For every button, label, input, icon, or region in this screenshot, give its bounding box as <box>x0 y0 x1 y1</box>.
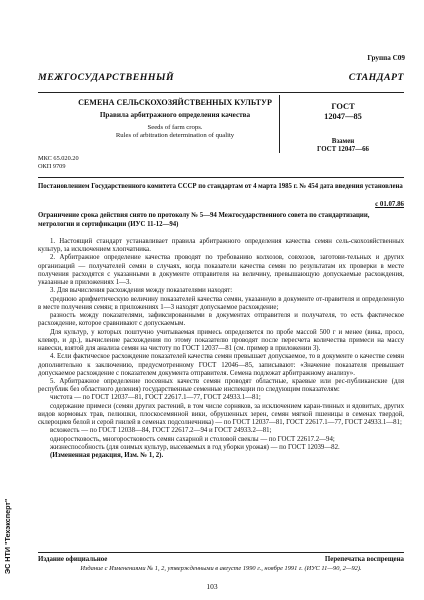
paragraph: 2. Арбитражное определение качества проводят по требованию колхозов, совхозов, заготови-тельных и других организаций — получателей семян в случаях, когда показатели качества семян по результатам их проверки в месте получения расходятся с указанными в документе отправителя на величину, превышающую допускаемые расхождения, указанные в приложениях 1—3. <box>38 254 404 287</box>
reprint-prohibited-label: Перепечатка воспрещена <box>324 556 404 563</box>
top-rule <box>38 92 404 93</box>
replaces-label: Взамен <box>331 138 355 146</box>
subtitle-ru: Правила арбитражного определения качества <box>99 111 251 120</box>
footer-rule <box>38 552 404 553</box>
title-en-line1: Seeds of farm crops. <box>147 124 203 132</box>
limitation-note: Ограничение срока действия снято по протоколу № 5—94 Межгосударственного совета по стандартизации, метрологии и сертификации (ИУС 11-12—94) <box>38 212 370 228</box>
amendment-note: (Измененная редакция, Изм. № 1, 2). <box>50 452 164 460</box>
standard-number: 12047—85 <box>324 112 362 122</box>
standard-banner: МЕЖГОСУДАРСТВЕННЫЙ СТАНДАРТ <box>38 72 404 83</box>
group-code: Группа С09 <box>367 54 405 62</box>
standard-block <box>282 102 404 155</box>
paragraph: 1. Настоящий стандарт устанавливает правила арбитражного определения качества семян сель-скохозяйственных культур, за исключением хлопчатника. <box>38 238 404 254</box>
paragraph: жизнеспособность (для озимых культур, высеваемых в год уборки урожая) — по ГОСТ 12039—82. <box>50 443 340 451</box>
paragraph: 4. Если фактическое расхождение показателей качества семян превышает допускаемое, то в документе о качестве семян дополнительно к заключению, предусмотренному ГОСТ 12046—85, записывают: «Значение показателя превышает допускаемое расхождение с показателем документа отправителя. Семена подлежат арбитражному анализу». <box>38 353 404 377</box>
edition-note: Издание с Изменениями № 1, 2, утвержденными в августе 1990 г., ноябре 1991 г. (ИУС 11—90, 2—92). <box>80 565 362 572</box>
paragraph: чистота — по ГОСТ 12037—81, ГОСТ 22617.1—77, ГОСТ 24933.1—81; <box>50 394 261 402</box>
okp-code: ОКП 9709 <box>38 163 66 171</box>
mks-code: МКС 65.020.20 <box>38 155 79 162</box>
standard-label: ГОСТ <box>331 102 355 111</box>
paragraph: 3. Для вычисления расхождения между показателями находят: <box>50 287 233 295</box>
title-en-line2: Rules of arbitration determination of quality <box>115 132 235 140</box>
paragraph: среднюю арифметическую величину показателей качества семян, указанную в документе от-правителя и определенную в месте получения семян; в приложениях 1—3 находят допускаемое расхождение; <box>38 295 404 311</box>
paragraph: 5. Арбитражное определение посевных качеств семян проводят областные, краевые или рес-публиканские (для республик без областного деления) государственные семенные инспекции по следующим показателям: <box>38 377 404 394</box>
page-number: 103 <box>206 582 218 591</box>
title-ru: СЕМЕНА СЕЛЬСКОХОЗЯЙСТВЕННЫХ КУЛЬТУР <box>78 98 272 107</box>
decree-text: Постановлением Государственного комитета СССР по стандартам от 4 марта 1985 г. № 454 дата введения установлена <box>38 183 403 190</box>
title-divider <box>279 95 280 153</box>
title-block <box>70 98 280 141</box>
side-stamp: ЭС НТИ "Техэксперт" <box>3 498 12 574</box>
replaces-standard: ГОСТ 12047—66 <box>317 146 369 154</box>
paragraph: одноростковость, многоростковость семян сахарной и столовой свеклы — по ГОСТ 22617.2—94; <box>50 435 335 443</box>
footer-row <box>38 556 404 563</box>
paragraph: разность между показателями, зафиксированными в документах отправителя и получателя, то есть фактическое расхождение, которое сравнивают с допускаемым. <box>38 312 404 328</box>
mid-rule <box>38 177 404 178</box>
effective-date: с 01.07.86 <box>375 201 404 208</box>
paragraph: Для культур, у которых поштучно учитываемая примесь определяется по пробе массой 500 г и менее (вика, просо, клевер, и др.), вычисление расхождения по этому показателю проводят после пересчета количества примеси на массу навески, взятой для анализа семян на чистоту по ГОСТ 12037—81 (см. пример в приложении 3). <box>38 328 404 353</box>
main-body <box>38 238 404 460</box>
paragraph: содержание примеси (семян других растений, в том числе сорняков, за исключением каран-тинных и ядовитых, других видов кормовых трав, пелюшки, плоскосемянной вики, обрушенных зерен, семян мягкой пшеницы в семенах твердой, склероциев белой и серой гнилей в семенах подсолнечника) — по ГОСТ 12037—81, ГОСТ 22617.1—77, ГОСТ 24933.1—81; <box>38 402 404 427</box>
classification-codes <box>38 155 79 171</box>
paragraph: всхожесть — по ГОСТ 12038—84, ГОСТ 22617.2—94 и ГОСТ 24933.2—81; <box>50 427 272 435</box>
official-edition-label: Издание официальное <box>38 556 108 563</box>
